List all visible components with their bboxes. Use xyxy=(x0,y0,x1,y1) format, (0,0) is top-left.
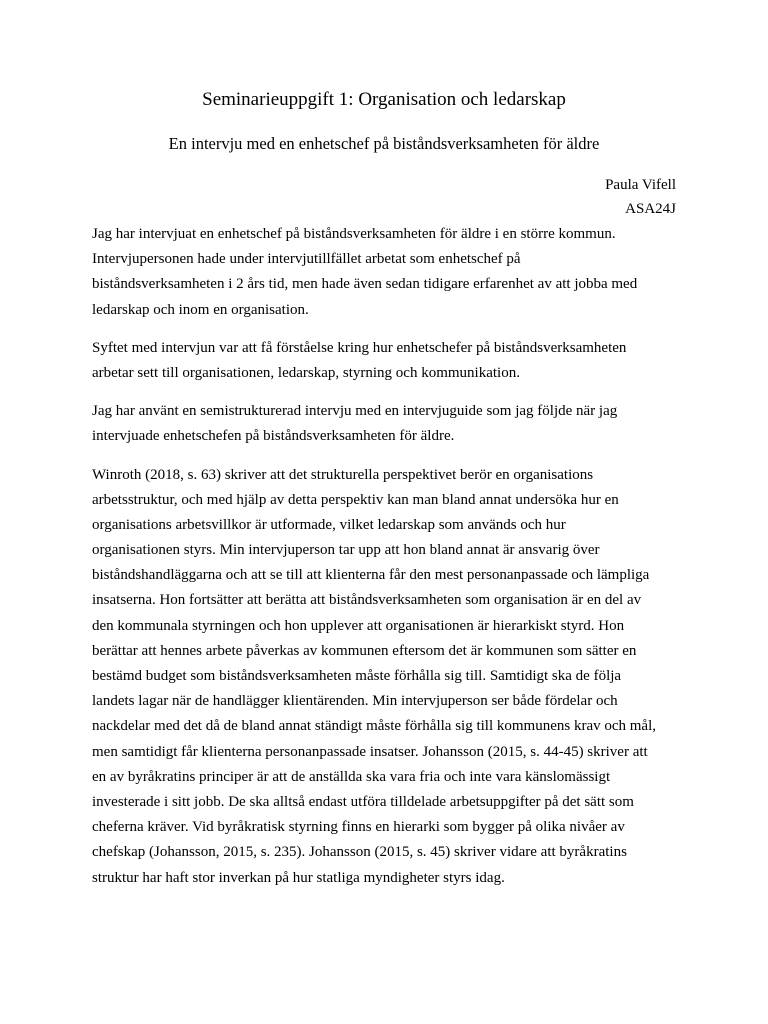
paragraph xyxy=(92,399,676,449)
document-title: Seminarieuppgift 1: Organisation och ledarskap xyxy=(202,89,566,110)
text-line: biståndsverksamheten i 2 års tid, men hade även sedan tidigare erfarenhet av att jobba med xyxy=(92,276,638,293)
paragraph xyxy=(92,222,676,323)
document-subtitle: En intervju med en enhetschef på biståndsverksamheten för äldre xyxy=(168,134,600,153)
text-line: biståndshandläggarna och att se till att klienterna får den mest personanpassade och lämpliga xyxy=(92,567,650,584)
text-line: intervjuade enhetschefen på biståndsverksamheten för äldre. xyxy=(92,428,455,445)
text-line: berättar att hennes arbete påverkas av kommunen eftersom det är kommunen som sätter en xyxy=(92,642,637,659)
text-line: insatserna. Hon fortsätter att berätta att biståndsverksamheten som organisation är en del av xyxy=(92,592,642,609)
author-name: Paula Vifell xyxy=(605,177,676,193)
text-line: bestämd budget som biståndsverksamheten måste förhålla sig till. Samtidigt ska de följa xyxy=(92,668,622,684)
text-line: organisations arbetsvillkor är utformade, vilket ledarskap som används och hur xyxy=(92,516,566,533)
text-line: en av byråkratins principer är att de anställda ska vara fria och inte vara känslomässigt xyxy=(92,768,611,785)
text-line: ledarskap och inom en organisation. xyxy=(92,301,309,318)
text-line: cheferna kräver. Vid byråkratisk styrning finns en hierarki som bygger på olika nivåer av xyxy=(92,819,625,836)
text-line: Syftet med intervjun var att få förståelse kring hur enhetschefer på biståndsverksamheten xyxy=(92,339,627,356)
text-line: Jag har intervjuat en enhetschef på biståndsverksamheten för äldre i en större kommun. xyxy=(92,226,616,242)
text-line: nackdelar med det då de bland annat ständigt måste förhålla sig till kommunens krav och mål, xyxy=(92,718,657,735)
text-line: Jag har använt en semistrukturerad intervju med en intervjuguide som jag följde när jag xyxy=(92,403,618,420)
paragraph xyxy=(92,463,676,891)
text-line: struktur har haft stor inverkan på hur statliga myndigheter styrs idag. xyxy=(92,869,505,886)
text-line: Winroth (2018, s. 63) skriver att det strukturella perspektivet berör en organisations xyxy=(92,466,594,483)
text-line: arbetar sett till organisationen, ledarskap, styrning och kommunikation. xyxy=(92,364,520,381)
document-body xyxy=(92,222,676,904)
text-line: Intervjupersonen hade under intervjutillfället arbetat som enhetschef på xyxy=(92,251,521,268)
paragraph xyxy=(92,336,676,386)
text-line: den kommunala styrningen och hon upplever att organisationen är hierarkiskt styrd. Hon xyxy=(92,617,625,634)
author-block xyxy=(605,173,676,221)
text-line: men samtidigt får klienterna personanpassade insatser. Johansson (2015, s. 44-45) skriver att xyxy=(92,743,648,760)
text-line: investerade i sitt jobb. De ska alltså endast utföra tilldelade arbetsuppgifter på det sätt som xyxy=(92,793,634,810)
text-line: chefskap (Johansson, 2015, s. 235). Johansson (2015, s. 45) skriver vidare att byråkratins xyxy=(92,844,627,861)
document-page xyxy=(92,0,676,1024)
text-line: organisationen styrs. Min intervjuperson tar upp att hon bland annat är ansvarig över xyxy=(92,542,600,559)
course-code: ASA24J xyxy=(625,201,676,217)
text-line: landets lagar när de handlägger klientärenden. Min intervjuperson ser både fördelar och xyxy=(92,693,618,710)
text-line: arbetsstruktur, och med hjälp av detta perspektiv kan man bland annat undersöka hur en xyxy=(92,491,619,508)
